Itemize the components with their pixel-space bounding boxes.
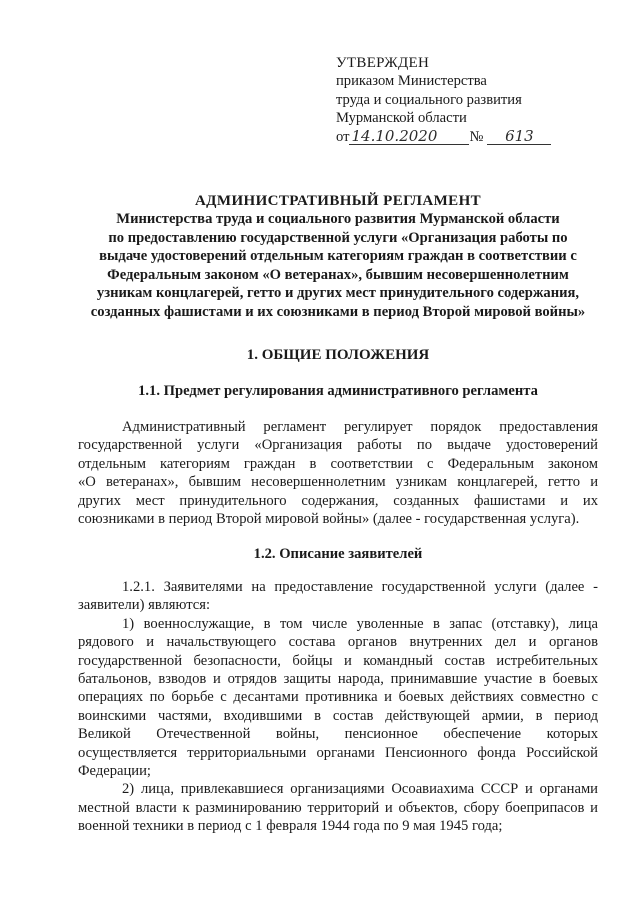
subtitle-line-1: Министерства труда и социального развития Мурманской области <box>116 211 560 227</box>
document-subtitle <box>78 210 598 322</box>
document-title: АДМИНИСТРАТИВНЫЙ РЕГЛАМЕНТ <box>194 193 482 209</box>
section-1-1-heading: 1.1. Предмет регулирования административного регламента <box>138 383 538 399</box>
subtitle-line-3: выдаче удостоверений отдельным категориям граждан в соответствии с <box>99 248 577 265</box>
paragraph-line: батальонов, взводов и отрядов защиты народа, принимавшие участие в боевых <box>78 671 598 688</box>
paragraph-line: рядового и начальствующего состава органов внутренних дел и органов <box>78 634 598 651</box>
paragraph-line: государственной безопасности, бойцы и командный состав истребительных <box>78 652 598 669</box>
paragraph-line: 1.2.1. Заявителями на предоставление государственной услуги (далее - <box>122 579 598 595</box>
subtitle-line-2: по предоставлению государственной услуги «Организация работы по <box>108 229 568 246</box>
paragraph-line: союзниками в период Второй мировой войны» (далее - государственная услуга). <box>78 511 580 528</box>
subtitle-line-4: Федеральным законом «О ветеранах», бывшим несовершеннолетним <box>107 266 569 283</box>
subtitle-line-6: созданных фашистами и их союзниками в период Второй мировой войны» <box>90 303 586 320</box>
paragraph-line: местной власти к разминированию территорий и объектов, сбору боеприпасов и <box>78 799 598 816</box>
paragraph-line: Федерации; <box>78 763 151 780</box>
paragraph-line: других мест принудительного содержания, созданных фашистами и их <box>78 492 598 509</box>
handwritten-date: 14.10.2020 <box>349 128 469 145</box>
paragraph-line: воинскими частями, входившими в состав действующей армии, в период <box>78 707 598 724</box>
subtitle-line-5: узникам концлагерей, гетто и других мест принудительного содержания, <box>96 285 580 302</box>
section-1-heading: 1. ОБЩИЕ ПОЛОЖЕНИЯ <box>246 347 430 363</box>
paragraph-line: 2) лица, привлекавшиеся организациями Осоавиахима СССР и органами <box>122 781 598 798</box>
paragraph-line: 1) военнослужащие, в том числе уволенные в запас (отставку), лица <box>122 615 598 632</box>
paragraph-line: осуществляется территориальными органами Пенсионного фонда Российской <box>78 744 598 761</box>
approval-line-2: труда и социального развития <box>336 91 522 108</box>
approval-from-prefix: от <box>336 128 350 145</box>
approval-stamp <box>336 54 596 146</box>
paragraph-line: заявители) являются: <box>78 597 211 614</box>
approval-line-3: Мурманской области <box>336 110 467 127</box>
paragraph-line: Административный регламент регулирует порядок предоставления <box>122 419 598 435</box>
paragraph-line: военной техники в период с 1 февраля 1944 года по 9 мая 1945 года; <box>78 818 503 835</box>
approval-date-line <box>336 128 596 146</box>
approval-heading: УТВЕРЖДЕН <box>336 55 430 71</box>
section-1-2-paragraph <box>78 578 598 836</box>
paragraph-line: государственной услуги «Организация работы по выдаче удостоверений <box>78 437 598 454</box>
approval-line-1: приказом Министерства <box>336 73 487 90</box>
number-sign: № <box>469 128 484 145</box>
handwritten-number: 613 <box>487 128 551 145</box>
section-1-1-paragraph <box>78 418 598 528</box>
section-1-2-heading: 1.2. Описание заявителей <box>253 546 423 562</box>
paragraph-line: Великой Отечественной войны, пенсионное обеспечение которых <box>78 726 598 743</box>
paragraph-line: отдельным категориям граждан в соответствии с Федеральным законом <box>78 455 598 472</box>
paragraph-line: «О ветеранах», бывшим несовершеннолетним узникам концлагерей, гетто и <box>78 474 598 491</box>
paragraph-line: операциях по борьбе с десантами противника и боевых действиях совместно с <box>78 689 598 706</box>
